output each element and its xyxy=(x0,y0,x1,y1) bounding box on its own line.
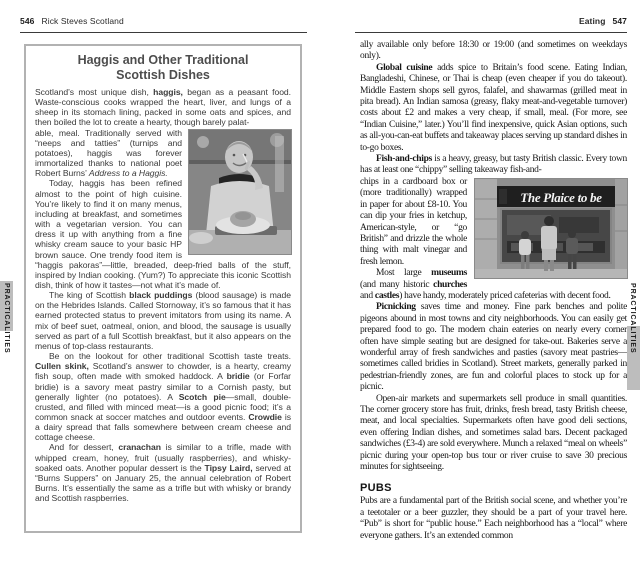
pubs-section-heading: PUBS xyxy=(360,482,392,495)
body-paragraph: Fish-and-chips is a heavy, greasy, but tasty British classic. Every town has at least one “chippy” selling takeaway fish-and- xyxy=(360,154,627,176)
body-paragraph: Pubs are a fundamental part of the British social scene, and whether you’re a teetotaler or a beer guzzler, they should be a part of your travel here. “Pub” is short for “public house.” Each neighborhood has a “local” where everyone gathers. It’s an extended common xyxy=(360,496,627,541)
haggis-sidebar-box xyxy=(24,44,302,533)
body-paragraph: Open-air markets and supermarkets sell produce in small quantities. The corner grocery store has fruit, drinks, fresh bread, tasty British cheese, meat, and local specialties. Supermarkets often have good deli sections, even offering Indian dishes, and sometimes salad bars. Decent packaged sandwiches (£3-4) are sold everywhere. Munch a relaxed “meal on wheels” picnic during your open-top bus tour or river cruise to save 30 precious minutes for sightseeing. xyxy=(360,393,627,473)
sidebar-title xyxy=(36,53,290,83)
sidebar-title-line1: Haggis and Other Traditional xyxy=(77,53,249,67)
page-number-left: 546 xyxy=(20,16,35,26)
shop-sign-text: The Plaice to be xyxy=(520,189,602,205)
body-paragraph: Global cuisine adds spice to Britain’s food scene. Eating Indian, Bangladeshi, Chinese, or Thai is cheap (even cheaper if you do takeout). Middle Eastern shops sell gyros, falafel, and shawarmas (grilled meat in pita bread). An Indian samosa (greasy, flaky meat-and-vegetable turnover) costs about £2 and makes a very cheap, if small, meal. (For more, see “Indian Cuisine,” later.) You’ll find inexpensive, quick Asian options, such as all-you-can-eat buffets and takeaway places serving up standard dishes in to-go boxes. xyxy=(360,62,627,153)
fish-and-chips-shop-photo xyxy=(475,179,627,278)
body-paragraph: Most large museums (and many historic churches and castles) have handy, moderately priced cafeterias with decent food. xyxy=(360,268,611,301)
practicalities-tab-label-left: PRACTICALITIES xyxy=(3,283,10,354)
running-title-left: Rick Steves Scotland xyxy=(41,16,124,26)
running-head-left xyxy=(20,16,307,33)
body-paragraph: ally available only before 18:30 or 19:00 (and sometimes on weekdays only). xyxy=(360,40,627,62)
sidebar-paragraph: able, meal. Traditionally served with “neeps and tatties” (turnips and potatoes), haggis was forever immortalized thanks to national poet Robert Burns’ Address to a Haggis. xyxy=(35,127,182,179)
sidebar-body xyxy=(35,87,291,503)
body-paragraph: chips in a cardboard box or (more traditionally) wrapped in paper for about £8-10. You can dip your fries in ketchup, American-style, or “go British” and drizzle the whole thing with malt vinegar and fresh lemon. xyxy=(360,176,467,267)
eating-page-body xyxy=(360,40,627,542)
sidebar-paragraph: Today, haggis has been refined almost to the point of high cuisine. You’re likely to find it on many menus, including at breakfast, and sometimes with a vegetarian version. You can dress it up with anything from a fine whisky cream sauce to your basic HP brown sauce. One trendy food item is “haggis pakoras”—little, breaded, deep-fried balls of the stuff, inspired by Indian cooking. (Yum?) To appreciate this iconic Scottish dish, think of how it tastes—not what it’s made of. xyxy=(35,178,291,290)
sidebar-paragraph: The king of Scottish black puddings (blood sausage) is made on the Hebrides Islands. Called Stornoway, it’s so famous that it has earned protected status to prevent imitators from using its name. A mix of beef suet, oatmeal, onion, and blood, the sausage is usually served as part of a full Scottish breakfast, but it also appears on the menus of top-class restaurants. xyxy=(35,290,292,351)
running-head-right xyxy=(355,16,627,33)
body-paragraph: Picnicking saves time and money. Fine park benches and polite pigeons abound in most towns and city neighborhoods. You can easily get prepared food to go. The modern chain eateries on nearly every corner often have simple seating but are designed for take-out. Bakeries serve a wonderful array of fresh sandwiches and pasties (savory meat pastries—sometimes called bridies in Scotland). Street markets, generally parked in pedestrian-friendly zones, are fun and colorful places to stock up for a picnic. xyxy=(360,302,627,393)
sidebar-paragraph: Scotland’s most unique dish, haggis, began as a peasant food. Waste-conscious cooks wrapped the heart, liver, and lungs of a sheep in its stomach lining, packed in some oats and spices, and then boiled the lot to create a hearty, though barely palat- xyxy=(35,87,291,128)
haggis-photo xyxy=(189,130,291,254)
sidebar-paragraph: And for dessert, cranachan is similar to a trifle, made with whipped cream, honey, fruit (usually raspberries), and whisky-soaked oats. Another popular dessert is the Tipsy Laird, served at “Burns Suppers” on January 25, the annual celebration of Robert Burns. It’s essentially the same as a trifle but with whisky or brandy and Scottish raspberries. xyxy=(35,442,291,504)
running-title-right: Eating xyxy=(578,16,606,26)
sidebar-title-line2: Scottish Dishes xyxy=(116,68,210,82)
sidebar-paragraph: Be on the lookout for other traditional Scottish taste treats. Cullen skink, Scotland’s answer to chowder, is a hearty, creamy fish soup, often made with smoked haddock. A bridie (or Forfar bridie) is a savory meat pastry similar to a Cornish pasty, but generally lighter (no potatoes). A Scotch pie—small, double-crusted, and filled with minced meat—is a good picnic food; it’s a common snack at soccer matches and outdoor events. Crowdie is a dairy spread that falls somewhere between cream cheese and cottage cheese. xyxy=(35,351,291,443)
page-number-right: 547 xyxy=(612,16,627,26)
practicalities-tab-label-right: PRACTICALITIES xyxy=(629,283,636,354)
